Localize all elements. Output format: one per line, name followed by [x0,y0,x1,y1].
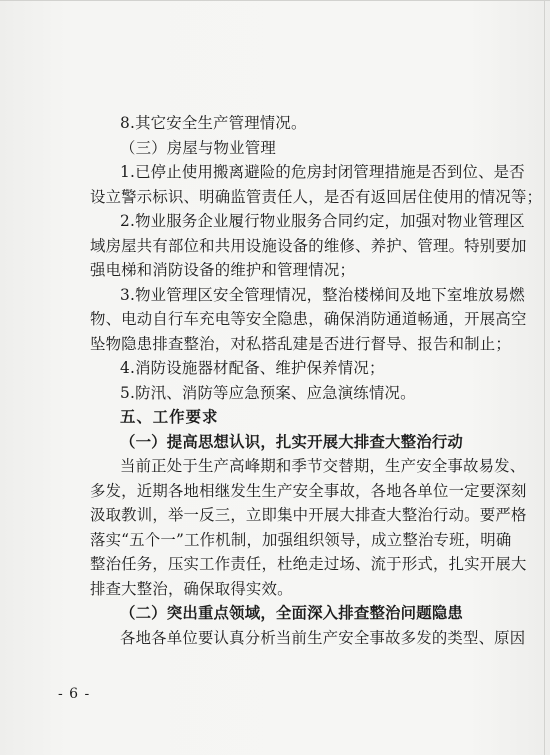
scan-edge-line [0,0,550,1]
body-text-line: 域房屋共有部位和共用设施设备的维修、养护、管理。特别要加 [90,236,527,255]
body-text-line: 当前正处于生产高峰期和季节交替期，生产安全事故易发、 [120,457,526,475]
section-heading: 五、工作要求 [120,408,219,426]
body-text-line: 坠物隐患排查整治，对私搭乱建是否进行督导、报告和制止； [90,334,511,353]
body-text-line: 汲取教训，举一反三，立即集中开展大排查大整治行动。要严格 [90,506,527,524]
subsection-heading: （二）突出重点领域，全面深入排查整治问题隐患 [120,604,463,622]
body-text-line: 各地各单位要认真分析当前生产安全事故多发的类型、原因 [120,628,526,647]
body-text-line: 设立警示标识、明确监管责任人，是否有返回居住使用的情况等； [90,187,543,206]
body-text-line: 3.物业管理区安全管理情况，整治楼梯间及地下室堆放易燃 [120,285,525,304]
body-text-line: 2.物业服务企业履行物业服务合同约定，加强对物业管理区 [120,212,525,230]
body-text-line: 5.防汛、消防等应急预案、应急演练情况。 [120,383,416,402]
body-text-line: 排查大整治，确保取得实效。 [90,579,293,598]
body-text-line: 4.消防设施器材配备、维护保养情况； [120,359,385,377]
body-text-line: （三）房屋与物业管理 [120,138,276,157]
subsection-heading: （一）提高思想认识，扎实开展大排查大整治行动 [120,432,463,451]
document-body [90,111,543,650]
body-text-line: 强电梯和消防设备的维护和管理情况； [90,261,356,279]
page-number: - 6 - [58,686,91,702]
scan-edge-line [544,0,545,755]
body-text-line: 整治任务，压实工作责任，杜绝走过场、流于形式，扎实开展大 [90,555,527,573]
body-text-line: 8.其它安全生产管理情况。 [120,114,307,132]
body-text-line: 物、电动自行车充电等安全隐患，确保消防通道畅通，开展高空 [90,310,527,328]
body-text-line: 多发，近期各地相继发生生产安全事故，各地各单位一定要深刻 [90,481,527,500]
body-text-line: 落实“五个一”工作机制，加强组织领导，成立整治专班，明确 [90,530,512,549]
body-text-line: 1.已停止使用搬离避险的危房封闭管理措施是否到位、是否 [120,163,525,181]
